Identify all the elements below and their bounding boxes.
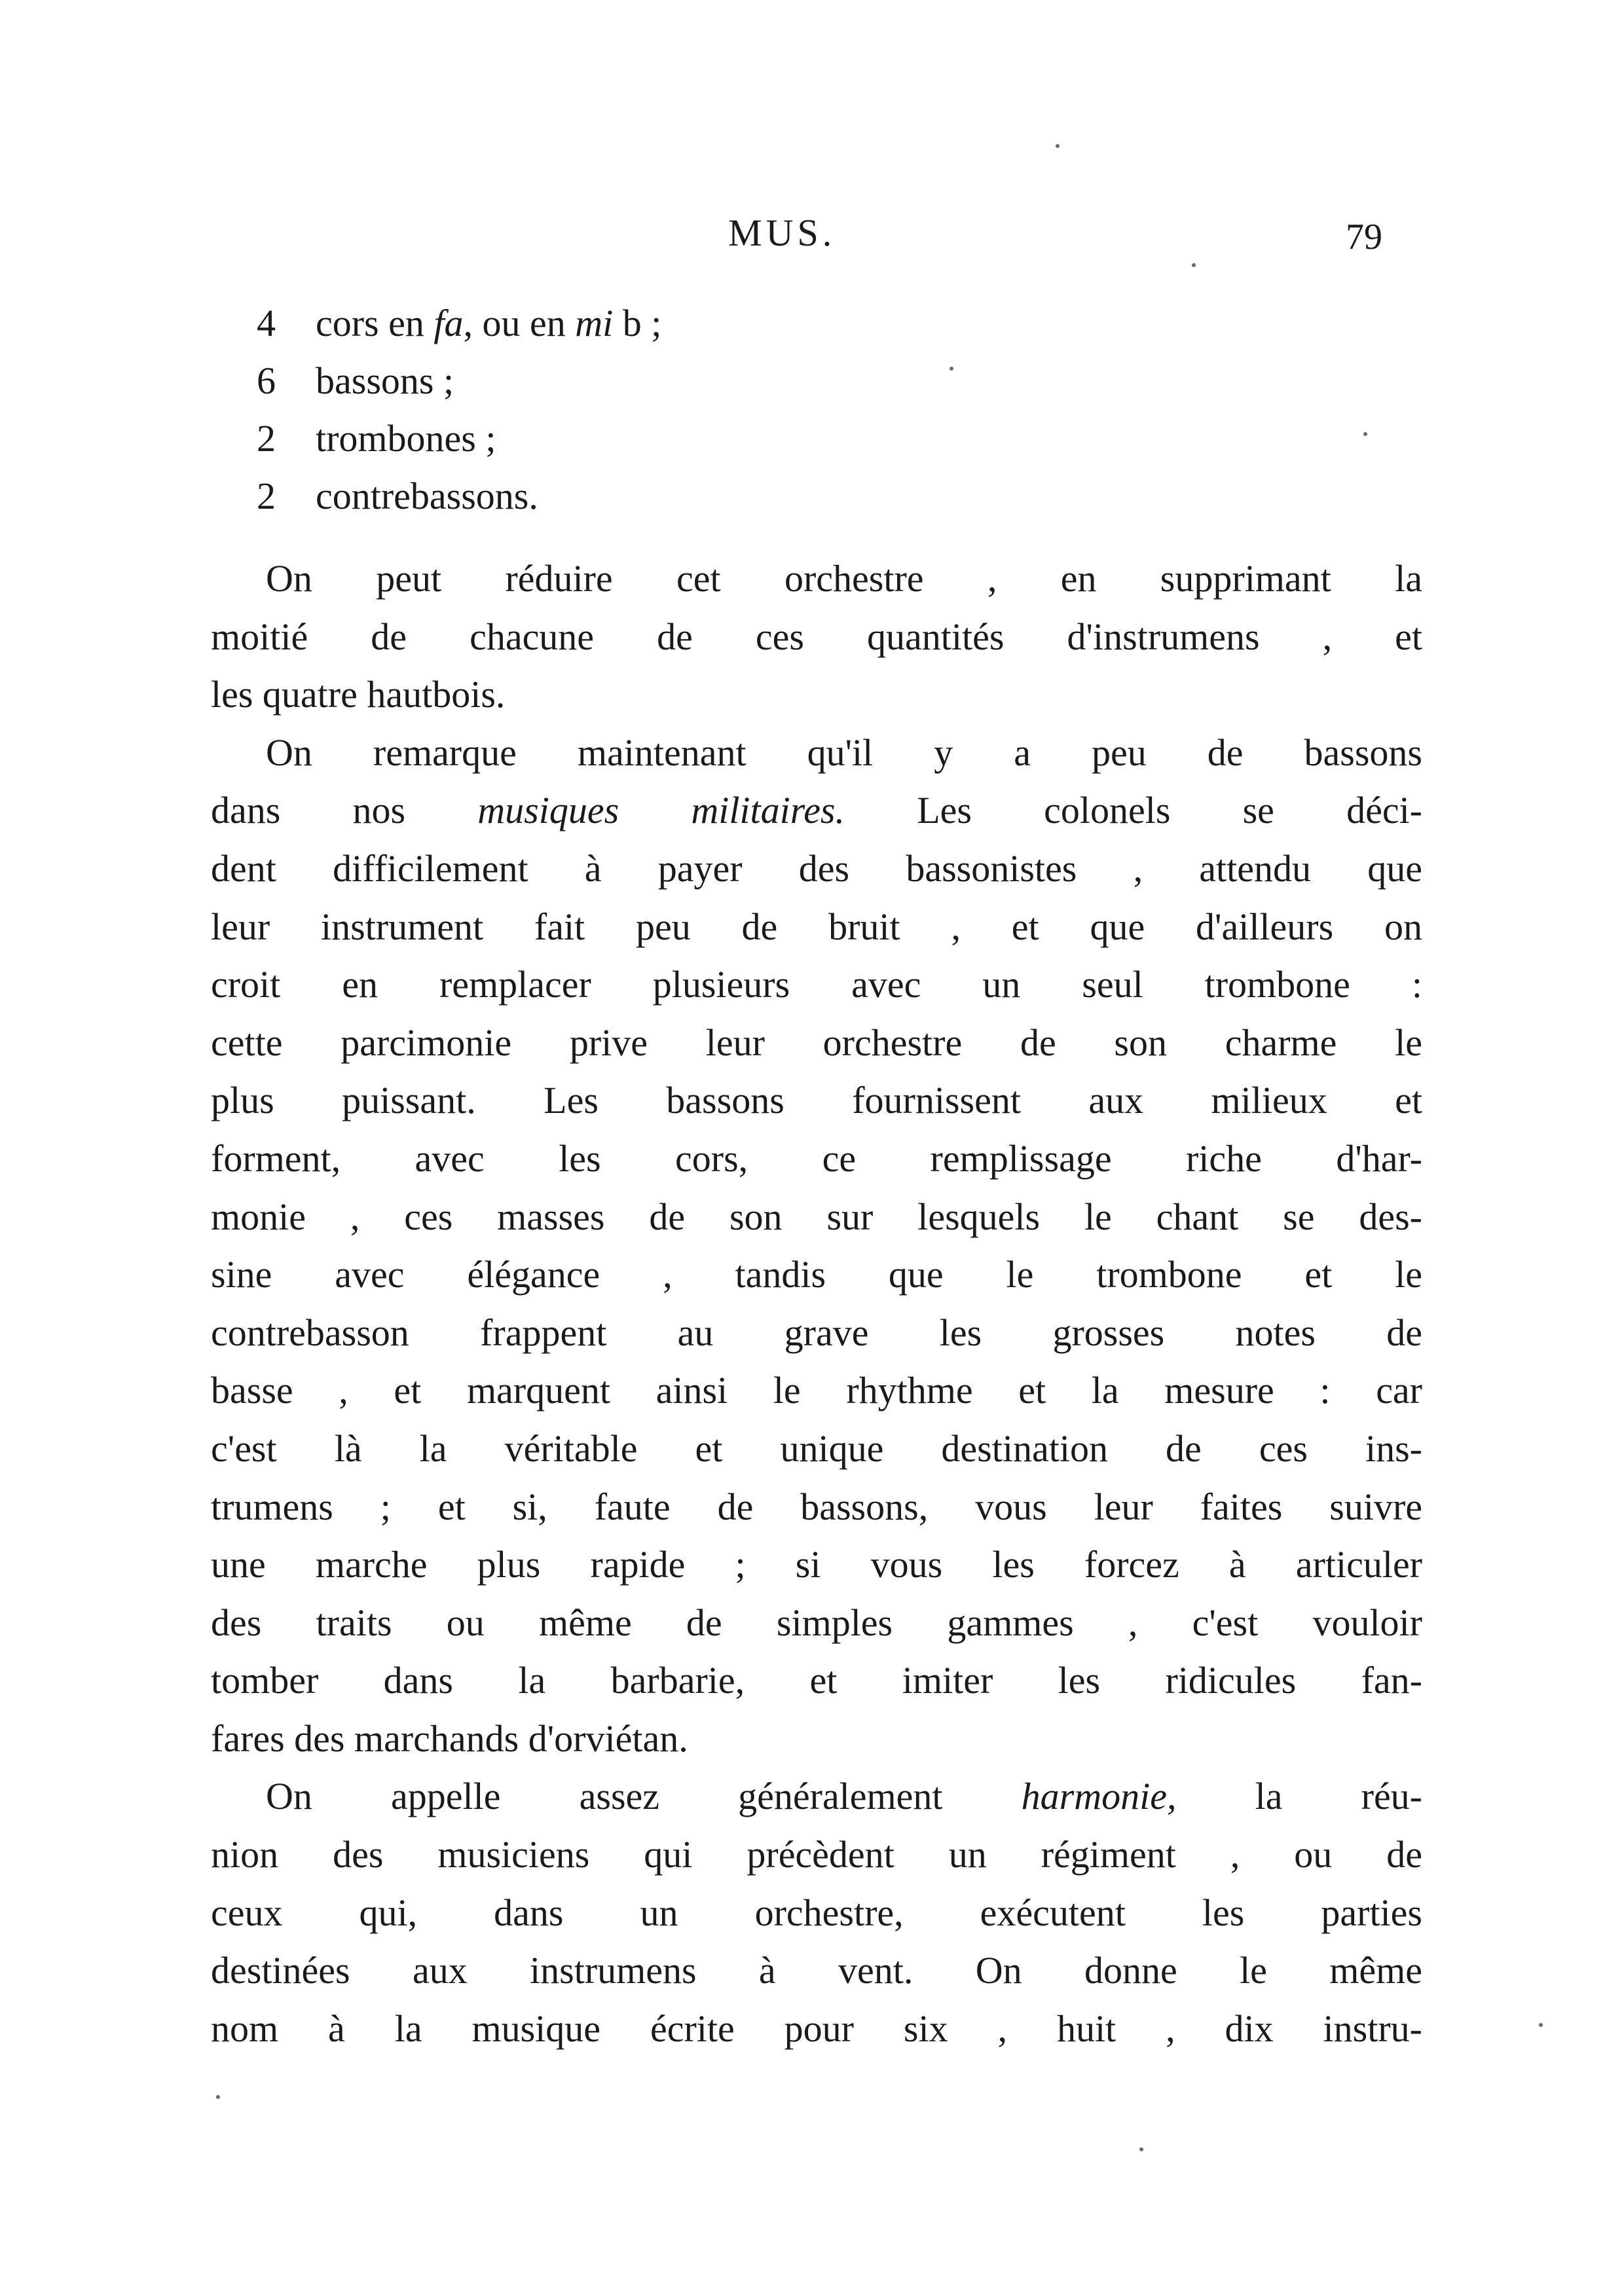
list-label: bassons ; [316,359,454,402]
text-line: une marche plus rapide ; si vous les forcez à articuler [211,1543,1422,1586]
text-line: trumens ; et si, faute de bassons, vous leur faites suivre [211,1485,1422,1528]
text-line: les quatre hautbois. [211,673,506,716]
print-speck [216,2095,220,2099]
print-speck [1539,2023,1543,2027]
text-line: On remarque maintenant qu'il y a peu de bassons [266,731,1422,774]
text-line: moitié de chacune de ces quantités d'instrumens , et [211,615,1422,658]
text-line: sine avec élégance , tandis que le trombone et le [211,1253,1422,1296]
list-item [211,467,1422,525]
text-line: monie , ces masses de son sur lesquels le chant se des- [211,1195,1422,1238]
paragraph-bassons [211,724,1422,1768]
text-line: contrebasson frappent au grave les grosses notes de [211,1311,1422,1354]
text-line: nom à la musique écrite pour six , huit , dix instru- [211,2007,1422,2050]
running-title: MUS. [728,211,836,254]
text-line: dent difficilement à payer des bassonistes , attendu que [211,847,1422,890]
list-label: contrebassons. [316,475,538,517]
instrument-list [211,295,1422,525]
body-text [211,295,1422,2058]
text-line: cette parcimonie prive leur orchestre de son charme le [211,1021,1422,1064]
text-line: basse , et marquent ainsi le rhythme et la mesure : car [211,1369,1422,1412]
text-line: dans nos musiques militaires. Les colonels se déci- [211,789,1422,832]
text-line: leur instrument fait peu de bruit , et que d'ailleurs on [211,905,1422,948]
text-line: forment, avec les cors, ce remplissage riche d'har- [211,1137,1422,1180]
paragraph-harmonie [211,1768,1422,2058]
list-label: trombones ; [316,417,496,460]
text-line: plus puissant. Les bassons fournissent aux milieux et [211,1079,1422,1122]
list-number: 2 [257,417,276,460]
text-line: nion des musiciens qui précèdent un régiment , ou de [211,1833,1422,1876]
text-line: destinées aux instrumens à vent. On donne le même [211,1949,1422,1992]
text-line: On peut réduire cet orchestre , en supprimant la [266,557,1422,600]
running-head [0,211,1624,263]
list-item [211,295,1422,352]
list-number: 4 [257,302,276,344]
paragraph-reduction [211,550,1422,724]
list-item [211,410,1422,467]
print-speck [1056,144,1060,148]
text-line: c'est là la véritable et unique destination de ces ins- [211,1427,1422,1470]
list-number: 2 [257,475,276,517]
list-number: 6 [257,359,276,402]
print-speck [1192,263,1196,267]
print-speck [1139,2147,1143,2151]
page-number: 79 [1346,217,1382,257]
text-line: On appelle assez généralement harmonie, la réu- [266,1775,1422,1818]
text-line: ceux qui, dans un orchestre, exécutent les parties [211,1891,1422,1934]
text-line: des traits ou même de simples gammes , c'est vouloir [211,1601,1422,1644]
list-label: cors en fa, ou en mi b ; [316,302,662,344]
list-item [211,352,1422,410]
text-line: tomber dans la barbarie, et imiter les ridicules fan- [211,1659,1422,1702]
text-line: croit en remplacer plusieurs avec un seul trombone : [211,963,1422,1006]
text-line: fares des marchands d'orviétan. [211,1717,688,1760]
